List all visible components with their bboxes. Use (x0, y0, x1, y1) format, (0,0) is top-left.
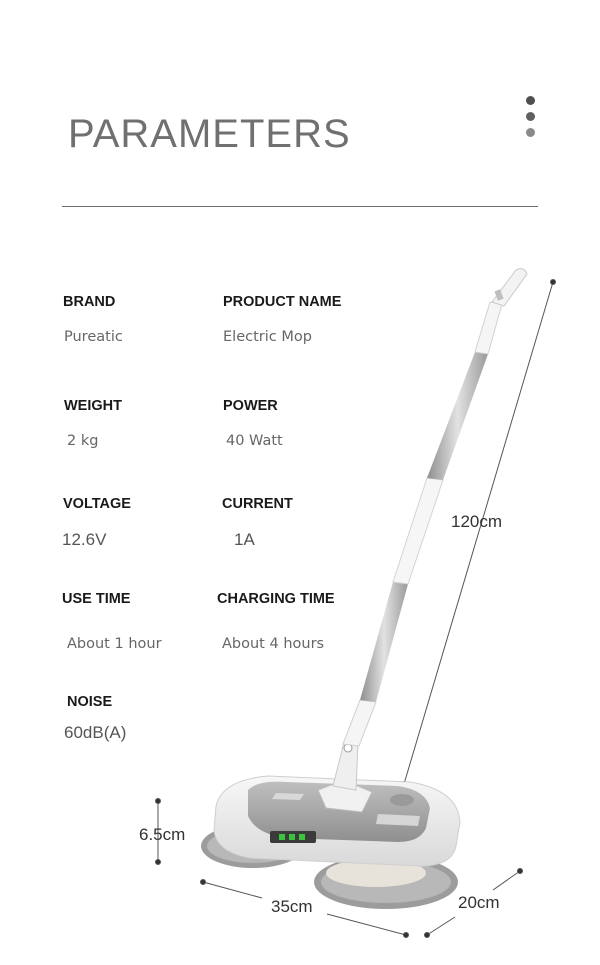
current-value: 1A (234, 530, 255, 549)
use-time-label: USE TIME (62, 591, 131, 607)
handle-joint (318, 742, 372, 812)
product-name-value: Electric Mop (223, 329, 312, 345)
charging-time-label: CHARGING TIME (217, 591, 335, 607)
length-dimension: 35cm (271, 897, 313, 916)
weight-label: WEIGHT (64, 398, 122, 414)
page-title: PARAMETERS (68, 112, 351, 156)
current-label: CURRENT (222, 496, 293, 512)
mop-handle (343, 269, 527, 746)
use-time-value: About 1 hour (67, 636, 162, 652)
thickness-dimension: 6.5cm (139, 825, 186, 844)
voltage-value: 12.6V (62, 530, 107, 549)
power-value: 40 Watt (226, 433, 283, 449)
power-label: POWER (223, 398, 278, 414)
width-dimension: 20cm (458, 893, 500, 912)
height-dimension: 120cm (451, 512, 503, 531)
weight-value: 2 kg (67, 433, 99, 449)
brand-value: Pureatic (64, 329, 123, 345)
product-name-label: PRODUCT NAME (223, 294, 342, 310)
charging-time-value: About 4 hours (222, 636, 325, 652)
noise-value: 60dB(A) (64, 723, 127, 742)
noise-label: NOISE (67, 694, 113, 710)
voltage-label: VOLTAGE (63, 496, 131, 512)
brand-label: BRAND (63, 294, 116, 310)
